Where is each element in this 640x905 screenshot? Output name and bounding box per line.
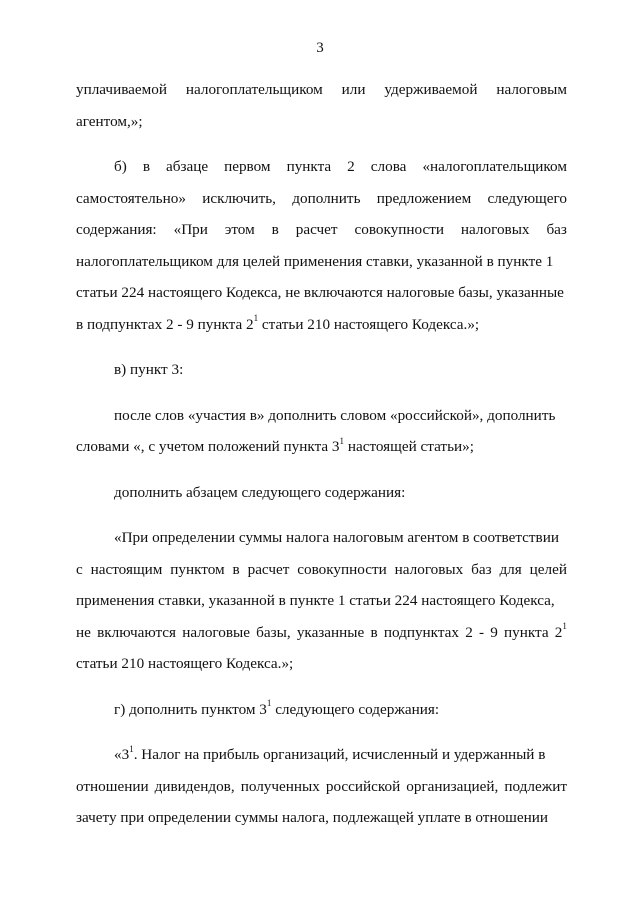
- word: пункта: [504, 623, 549, 641]
- paragraph-line: налогоплательщиком для целей применения ставки, указанной в пункте 1: [76, 252, 554, 270]
- word: первом: [224, 158, 271, 175]
- paragraph-line: статьи 224 настоящего Кодекса, не включаются налоговые базы, указанные: [76, 284, 564, 301]
- paragraph-line: статьи 210 настоящего Кодекса.»;: [76, 655, 294, 672]
- word: содержания:: [76, 221, 157, 238]
- word: дивидендов,: [154, 777, 235, 795]
- paragraph-line: [76, 309, 567, 341]
- word: «При: [173, 221, 208, 238]
- superscript: 1: [339, 435, 345, 446]
- word: уплачиваемой: [76, 81, 167, 98]
- word: пунктом: [170, 560, 225, 578]
- word: российской: [325, 777, 401, 795]
- paragraph-line: после слов «участия в» дополнить словом «российской», дополнить: [114, 406, 556, 424]
- word: в: [232, 560, 240, 578]
- paragraph-line: [76, 151, 567, 183]
- word: расчет: [295, 221, 338, 238]
- word: 9: [490, 623, 498, 641]
- word: предложением: [376, 189, 472, 207]
- word: исключить,: [202, 189, 276, 207]
- word: в: [271, 221, 279, 238]
- word: налоговые: [182, 623, 250, 641]
- word: совокупности: [297, 560, 387, 578]
- word: полученных: [240, 777, 320, 795]
- word: «налогоплательщиком: [422, 158, 567, 175]
- paragraph-line: [76, 771, 567, 803]
- word: слова: [370, 158, 407, 175]
- paragraph-line: [76, 694, 567, 726]
- word: -: [478, 623, 485, 641]
- word: отношении: [76, 777, 149, 795]
- superscript: 1: [253, 313, 259, 324]
- paragraph-line: [76, 74, 567, 106]
- word: удерживаемой: [384, 81, 478, 98]
- word: дополнить: [292, 189, 361, 207]
- paragraph-line: [76, 183, 567, 215]
- word: этом: [224, 221, 255, 238]
- text-segment: . Налог на прибыль организаций, исчисленный и удержанный в: [133, 746, 546, 763]
- word: организацией,: [406, 777, 499, 795]
- word: пункта: [286, 158, 332, 175]
- paragraph-line: в) пункт 3:: [114, 361, 184, 378]
- document-body: [76, 74, 567, 834]
- word: баз: [471, 560, 492, 578]
- paragraph-line: [76, 617, 567, 649]
- word: налоговых: [394, 560, 464, 578]
- paragraph-line: дополнить абзацем следующего содержания:: [114, 483, 406, 501]
- word: абзаце: [166, 158, 209, 175]
- text-segment: статьи 210 настоящего Кодекса.»;: [258, 315, 480, 333]
- word: самостоятельно»: [76, 189, 186, 207]
- paragraph-line: агентом,»;: [76, 112, 143, 130]
- text-segment: словами «, с учетом положений пункта 3: [76, 438, 340, 455]
- word: расчет: [247, 560, 290, 578]
- word: налогоплательщиком: [185, 81, 323, 98]
- word: включаются: [97, 623, 177, 641]
- word: подлежит: [504, 777, 567, 795]
- word: 2: [347, 158, 355, 175]
- paragraph-line: [76, 431, 567, 463]
- word: указанные: [296, 623, 365, 641]
- word: 2: [465, 623, 473, 641]
- paragraph-line: [76, 739, 567, 771]
- word: целей: [529, 560, 567, 578]
- word: следующего: [487, 189, 567, 207]
- text-segment: 2: [554, 623, 563, 641]
- word: в: [370, 623, 378, 641]
- word: б): [114, 158, 127, 175]
- word: в: [142, 158, 150, 175]
- word: не: [76, 623, 91, 641]
- word: совокупности: [354, 221, 444, 238]
- word: подпунктах: [383, 623, 460, 641]
- superscript: 1: [129, 743, 134, 754]
- word: настоящим: [90, 560, 163, 578]
- word: налоговых: [460, 221, 530, 238]
- paragraph-line: зачету при определении суммы налога, подлежащей уплате в отношении: [76, 809, 548, 826]
- paragraph-line: применения ставки, указанной в пункте 1 статьи 224 настоящего Кодекса,: [76, 592, 555, 609]
- page-number: 3: [316, 40, 324, 56]
- text-segment: «3: [114, 746, 130, 763]
- superscript: 1: [562, 621, 567, 632]
- paragraph-line: [76, 554, 567, 586]
- word: баз: [546, 221, 567, 238]
- text-segment: следующего содержания:: [271, 700, 440, 718]
- word: с: [76, 560, 83, 578]
- word: [555, 617, 567, 649]
- superscript: 1: [266, 698, 272, 709]
- word: для: [499, 560, 522, 578]
- paragraph-line: [76, 214, 567, 246]
- paragraph-line: «При определении суммы налога налоговым агентом в соответствии: [114, 529, 559, 546]
- text-segment: настоящей статьи»;: [344, 438, 474, 455]
- word: или: [341, 81, 366, 98]
- word: базы,: [256, 623, 291, 641]
- word: налоговым: [496, 81, 567, 98]
- text-segment: в подпунктах 2 - 9 пункта 2: [76, 315, 254, 333]
- text-segment: г) дополнить пунктом 3: [114, 700, 267, 718]
